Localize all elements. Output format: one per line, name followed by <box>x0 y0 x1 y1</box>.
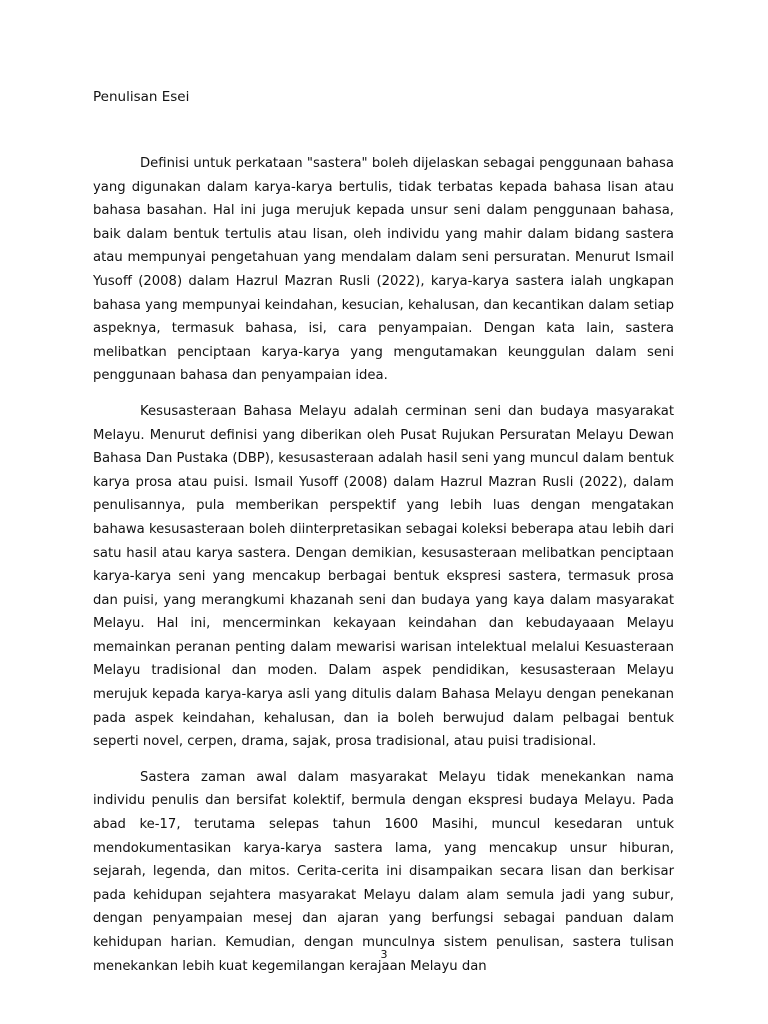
page-number: 3 <box>380 948 388 961</box>
document-title: Penulisan Esei <box>93 89 190 105</box>
paragraph-2: Kesusasteraan Bahasa Melayu adalah cerminan seni dan budaya masyarakat Melayu. Menurut definisi yang diberikan oleh Pusat Rujukan Persuratan Melayu Dewan Bahasa Dan Pustaka (DBP), kesusasteraan adalah hasil seni yang muncul dalam bentuk karya prosa atau puisi. Ismail Yusoff (2008) dalam Hazrul Mazran Rusli (2022), dalam penulisannya, pula memberikan perspektif yang lebih luas dengan mengatakan bahawa kesusasteraan boleh diinterpretasikan sebagai koleksi beberapa atau lebih dari satu hasil atau karya sastera. Dengan demikian, kesusasteraan melibatkan penciptaan karya-karya seni yang mencakup berbagai bentuk ekspresi sastera, termasuk prosa dan puisi, yang merangkumi khazanah seni dan budaya yang kaya dalam masyarakat Melayu. Hal ini, mencerminkan kekayaan keindahan dan kebudayaaan Melayu memainkan peranan penting dalam mewarisi warisan intelektual melalui Kesuasteraan Melayu tradisional dan moden. Dalam aspek pendidikan, kesusasteraan Melayu merujuk kepada karya-karya asli yang ditulis dalam Bahasa Melayu dengan penekanan pada aspek keindahan, kehalusan, dan ia boleh berwujud dalam pelbagai bentuk seperti novel, cerpen, drama, sajak, prosa tradisional, atau puisi tradisional. <box>93 403 674 750</box>
paragraph-3: Sastera zaman awal dalam masyarakat Melayu tidak menekankan nama individu penulis dan bersifat kolektif, bermula dengan ekspresi budaya Melayu. Pada abad ke-17, terutama selepas tahun 1600 Masihi, muncul kesedaran untuk mendokumentasikan karya-karya sastera lama, yang mencakup unsur hiburan, sejarah, legenda, dan mitos. Cerita-cerita ini disampaikan secara lisan dan berkisar pada kehidupan sejahtera masyarakat Melayu dalam alam semula jadi yang subur, dengan penyampaian mesej dan ajaran yang berfungsi sebagai panduan dalam kehidupan harian. Kemudian, dengan munculnya sistem penulisan, sastera tulisan menekankan lebih kuat kegemilangan kerajaan Melayu dan <box>93 769 674 974</box>
paragraph-1: Definisi untuk perkataan "sastera" boleh dijelaskan sebagai penggunaan bahasa yang digunakan dalam karya-karya bertulis, tidak terbatas kepada bahasa lisan atau bahasa basahan. Hal ini juga merujuk kepada unsur seni dalam penggunaan bahasa, baik dalam bentuk tertulis atau lisan, oleh individu yang mahir dalam bidang sastera atau mempunyai pengetahuan yang mendalam dalam seni persuratan. Menurut Ismail Yusoff (2008) dalam Hazrul Mazran Rusli (2022), karya-karya sastera ialah ungkapan bahasa yang mempunyai keindahan, kesucian, kehalusan, dan kecantikan dalam setiap aspeknya, termasuk bahasa, isi, cara penyampaian. Dengan kata lain, sastera melibatkan penciptaan karya-karya yang mengutamakan keunggulan dalam seni penggunaan bahasa dan penyampaian idea. <box>93 156 674 384</box>
document-body <box>93 152 674 990</box>
